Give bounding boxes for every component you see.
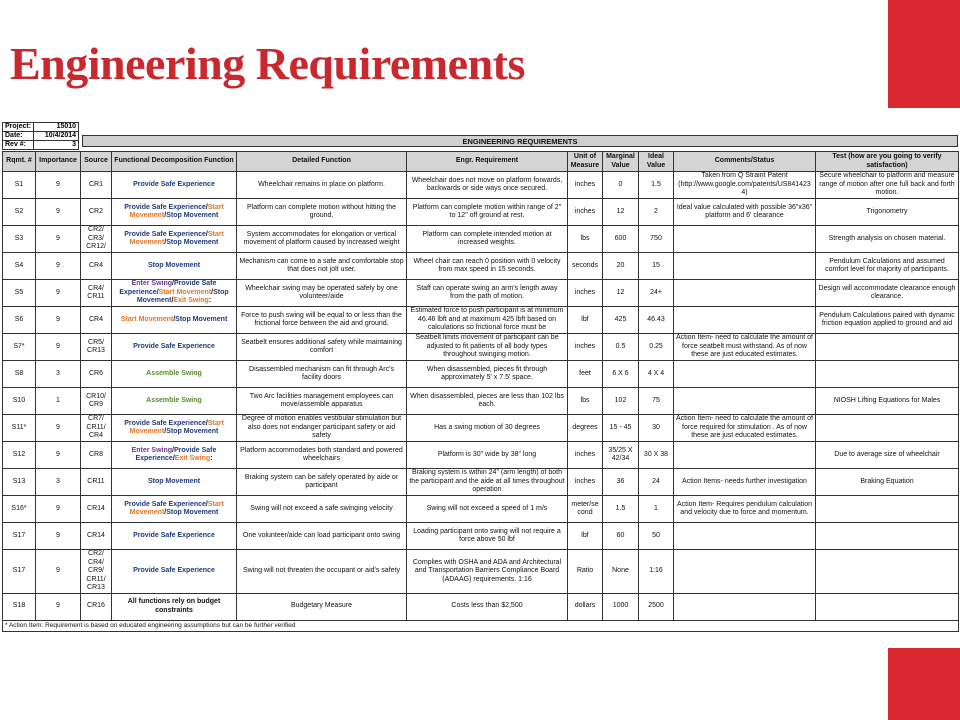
table-row [3, 361, 959, 388]
engr-requirement-cell: Estimated force to push participant is at minimum 46.46 lbft and at maximum 425 lbft based on calculations so frictional force must be [407, 307, 568, 334]
function-segment: / [172, 280, 174, 288]
engr-requirement-cell: Loading participant onto swing will not require a force above 50 lbf [407, 523, 568, 550]
function-cell [112, 226, 237, 253]
detailed-function-cell: System accommodates for elongation or vertical movement of platform caused by increased weight [237, 226, 407, 253]
function-segment: Assemble Swing [146, 369, 202, 377]
table-row [3, 469, 959, 496]
detailed-function-cell: Wheelchair swing may be operated safely by one volunteer/aide [237, 280, 407, 307]
comments-cell [674, 280, 816, 307]
marginal-value-cell: 12 [603, 280, 639, 307]
ideal-value-cell: 1.5 [639, 172, 674, 199]
meta-value: 15010 [34, 123, 79, 132]
function-segment: Provide Safe Experience [124, 419, 206, 427]
table-row [3, 334, 959, 361]
function-cell [112, 415, 237, 442]
source-cell: CR8 [81, 442, 112, 469]
function-segment: Start Movement [129, 203, 224, 219]
requirement-id: S16* [3, 496, 36, 523]
column-header: Ideal Value [639, 152, 674, 172]
detailed-function-cell: Two Arc facilities management employees can move/assemble apparatus [237, 388, 407, 415]
source-cell: CR4 [81, 253, 112, 280]
unit-cell: inches [568, 334, 603, 361]
table-row [3, 172, 959, 199]
engr-requirement-cell: When disassembled, pieces are less than 102 lbs each. [407, 388, 568, 415]
footnote: * Action Item: Requirement is based on educated engineering assumptions but can be further verified [3, 620, 959, 631]
detailed-function-cell: Swing will not threaten the occupant or aid's safety [237, 550, 407, 594]
requirement-id: S13 [3, 469, 36, 496]
table-row [3, 523, 959, 550]
source-cell: CR2/ CR4/ CR9/ CR11/ CR13 [81, 550, 112, 594]
source-cell: CR2/ CR3/ CR12/ [81, 226, 112, 253]
marginal-value-cell: 36 [603, 469, 639, 496]
importance-cell: 9 [36, 307, 81, 334]
requirement-id: S7* [3, 334, 36, 361]
function-cell [112, 469, 237, 496]
engr-requirement-cell: Braking system is within 24" (arm length) of both the participant and the aide at all times throughout operation [407, 469, 568, 496]
function-cell [112, 442, 237, 469]
engr-requirement-cell: Platform can complete motion within range of 2" to 12" off ground at rest. [407, 199, 568, 226]
function-segment: / [211, 288, 214, 296]
table-row [3, 280, 959, 307]
function-segment: / [172, 455, 175, 462]
footnote-row [3, 620, 959, 631]
table-row [3, 415, 959, 442]
source-cell: CR5/ CR13 [81, 334, 112, 361]
table-row [3, 307, 959, 334]
importance-cell: 9 [36, 523, 81, 550]
ideal-value-cell: 75 [639, 388, 674, 415]
detailed-function-cell: Disassembled mechanism can fit through Arc's facility doors [237, 361, 407, 388]
test-cell: Pendulum Calculations paired with dynamic friction equation applied to ground and aid [816, 307, 959, 334]
unit-cell: degrees [568, 415, 603, 442]
function-segment: Start Movement [120, 315, 174, 323]
marginal-value-cell: 1000 [603, 593, 639, 620]
unit-cell: inches [568, 199, 603, 226]
test-cell: Braking Equation [816, 469, 959, 496]
function-segment: : [210, 455, 213, 462]
source-cell: CR2 [81, 199, 112, 226]
unit-cell: Ratio [568, 550, 603, 594]
source-cell: CR6 [81, 361, 112, 388]
function-segment: Provide Safe Experience [133, 531, 215, 539]
function-segment: Stop Movement [166, 239, 219, 246]
function-cell [112, 523, 237, 550]
marginal-value-cell: 1.5 [603, 496, 639, 523]
unit-cell: seconds [568, 253, 603, 280]
unit-cell: feet [568, 361, 603, 388]
importance-cell: 9 [36, 253, 81, 280]
requirements-table [2, 151, 959, 632]
unit-cell: inches [568, 172, 603, 199]
source-cell: CR4 [81, 307, 112, 334]
importance-cell: 9 [36, 226, 81, 253]
importance-cell: 3 [36, 469, 81, 496]
function-segment: / [164, 428, 167, 435]
function-segment: / [205, 500, 208, 508]
accent-block-top [888, 0, 960, 108]
unit-cell: inches [568, 469, 603, 496]
table-row [3, 593, 959, 620]
table-row [3, 496, 959, 523]
requirement-id: S2 [3, 199, 36, 226]
detailed-function-cell: Swing will not exceed a safe swinging velocity [237, 496, 407, 523]
ideal-value-cell: 50 [639, 523, 674, 550]
function-segment: Enter Swing [131, 280, 173, 288]
source-cell: CR14 [81, 523, 112, 550]
function-segment: Assemble Swing [146, 396, 202, 404]
comments-cell [674, 253, 816, 280]
comments-cell [674, 388, 816, 415]
importance-cell: 9 [36, 199, 81, 226]
function-segment: Provide Safe Experience [124, 203, 206, 211]
function-cell [112, 307, 237, 334]
marginal-value-cell: 600 [603, 226, 639, 253]
comments-cell: Action Item- need to calculate the amount of force required for stimulation . As of now these are just educated estimates. [674, 415, 816, 442]
ideal-value-cell: 2500 [639, 593, 674, 620]
importance-cell: 9 [36, 172, 81, 199]
engr-requirement-cell: When disassembled, pieces fit through approximately 5' x 7.5' space. [407, 361, 568, 388]
table-row [3, 442, 959, 469]
marginal-value-cell: 102 [603, 388, 639, 415]
function-cell [112, 593, 237, 620]
marginal-value-cell: 15 - 45 [603, 415, 639, 442]
ideal-value-cell: 1:16 [639, 550, 674, 594]
ideal-value-cell: 46.43 [639, 307, 674, 334]
ideal-value-cell: 24+ [639, 280, 674, 307]
test-cell [816, 361, 959, 388]
importance-cell: 3 [36, 361, 81, 388]
test-cell [816, 523, 959, 550]
meta-strip [2, 122, 958, 151]
comments-cell [674, 226, 816, 253]
detailed-function-cell: Degree of motion enables vestibular stimulation but also does not endanger participant safety or aid safety [237, 415, 407, 442]
engr-requirement-cell: Platform is 30" wide by 38" long [407, 442, 568, 469]
comments-cell [674, 550, 816, 594]
function-segment: / [173, 315, 176, 323]
ideal-value-cell: 30 X 38 [639, 442, 674, 469]
function-cell [112, 550, 237, 594]
comments-cell: Action Items- needs further investigation [674, 469, 816, 496]
function-segment: Start Movement [129, 230, 224, 246]
sheet-title-banner: ENGINEERING REQUIREMENTS [82, 135, 958, 147]
function-segment: All functions rely on budget constraints [127, 598, 221, 614]
function-segment: / [205, 203, 208, 211]
column-header: Source [81, 152, 112, 172]
function-cell [112, 253, 237, 280]
test-cell: Design will accommodate clearance enough clearance. [816, 280, 959, 307]
engr-requirement-cell: Seatbelt limits movement of participant can be adjusted to fit patients of all body types throughout swinging motion. [407, 334, 568, 361]
requirement-id: S6 [3, 307, 36, 334]
ideal-value-cell: 750 [639, 226, 674, 253]
importance-cell: 9 [36, 280, 81, 307]
marginal-value-cell: 12 [603, 199, 639, 226]
requirement-id: S10 [3, 388, 36, 415]
test-cell: Strength analysis on chosen material. [816, 226, 959, 253]
source-cell: CR11 [81, 469, 112, 496]
source-cell: CR4/ CR11 [81, 280, 112, 307]
unit-cell: dollars [568, 593, 603, 620]
test-cell [816, 415, 959, 442]
meta-label: Date: [3, 132, 34, 141]
function-segment: / [164, 212, 167, 219]
function-cell [112, 199, 237, 226]
meta-row [3, 141, 79, 150]
test-cell: Secure wheelchair to platform and measure range of motion after one full back and forth motion. [816, 172, 959, 199]
comments-cell: Action Item- need to calculate the amount of force seatbelt must withstand. As of now these are just educated estimates. [674, 334, 816, 361]
function-segment: / [172, 446, 174, 454]
source-cell: CR16 [81, 593, 112, 620]
column-header: Importance [36, 152, 81, 172]
function-segment: Provide Safe Experience [124, 230, 206, 238]
ideal-value-cell: 0.25 [639, 334, 674, 361]
column-header: Detailed Function [237, 152, 407, 172]
comments-cell [674, 442, 816, 469]
requirement-id: S12 [3, 442, 36, 469]
function-cell [112, 172, 237, 199]
detailed-function-cell: Wheelchair remains in place on platform. [237, 172, 407, 199]
function-segment: Start Movement [158, 288, 212, 296]
test-cell: Trigonometry [816, 199, 959, 226]
comments-cell: Taken from Q Straint Patent (http://www.google.com/patents/US841423 4) [674, 172, 816, 199]
detailed-function-cell: Force to push swing will be equal to or less than the frictional force between the aid and ground. [237, 307, 407, 334]
ideal-value-cell: 1 [639, 496, 674, 523]
test-cell [816, 593, 959, 620]
marginal-value-cell: 60 [603, 523, 639, 550]
meta-label: Rev #: [3, 141, 34, 150]
function-segment: Provide Safe Experience [133, 342, 215, 350]
function-segment: Exit Swing [173, 297, 209, 305]
source-cell: CR14 [81, 496, 112, 523]
detailed-function-cell: Platform accommodates both standard and powered wheelchairs [237, 442, 407, 469]
marginal-value-cell: None [603, 550, 639, 594]
test-cell: Due to average size of wheelchair [816, 442, 959, 469]
marginal-value-cell: 425 [603, 307, 639, 334]
engr-requirement-cell: Complies with OSHA and ADA and Architectural and Transportation Barriers Compliance Board (ADAAG) requirements. 1:16 [407, 550, 568, 594]
requirement-id: S18 [3, 593, 36, 620]
requirement-id: S8 [3, 361, 36, 388]
function-segment: Stop Movement [166, 212, 219, 219]
engr-requirement-cell: Platform can complete intended motion at increased weights. [407, 226, 568, 253]
function-segment: Stop Movement [166, 509, 219, 516]
function-segment: Stop Movement [147, 477, 201, 485]
function-segment: Stop Movement [175, 315, 228, 323]
table-row [3, 226, 959, 253]
project-meta-table [2, 122, 79, 150]
engr-requirement-cell: Has a swing motion of 30 degrees [407, 415, 568, 442]
function-cell [112, 334, 237, 361]
slide-title: Engineering Requirements [10, 38, 525, 89]
marginal-value-cell: 20 [603, 253, 639, 280]
test-cell: Pendulum Calculations and assumed comfort level for majority of participants. [816, 253, 959, 280]
function-cell [112, 361, 237, 388]
source-cell: CR1 [81, 172, 112, 199]
column-header: Engr. Requirement [407, 152, 568, 172]
marginal-value-cell: 35/25 X 42/34 [603, 442, 639, 469]
meta-row [3, 123, 79, 132]
function-segment: / [171, 297, 174, 305]
meta-value: 3 [34, 141, 79, 150]
function-segment: / [156, 288, 159, 296]
marginal-value-cell: 6 X 6 [603, 361, 639, 388]
function-segment: : [208, 297, 212, 305]
function-segment: Provide Safe Experience [133, 567, 215, 574]
detailed-function-cell: Platform can complete motion without hitting the ground. [237, 199, 407, 226]
engr-requirement-cell: Swing will not exceed a speed of 1 m/s [407, 496, 568, 523]
function-segment: Stop Movement [147, 261, 201, 269]
ideal-value-cell: 2 [639, 199, 674, 226]
table-row [3, 388, 959, 415]
function-cell [112, 388, 237, 415]
unit-cell: lbf [568, 307, 603, 334]
table-row [3, 550, 959, 594]
ideal-value-cell: 30 [639, 415, 674, 442]
column-header: Unit of Measure [568, 152, 603, 172]
unit-cell: lbs [568, 226, 603, 253]
test-cell: NIOSH Lifting Equations for Males [816, 388, 959, 415]
comments-cell [674, 307, 816, 334]
engr-requirement-cell: Staff can operate swing an arm's length away from the path of motion. [407, 280, 568, 307]
table-row [3, 199, 959, 226]
requirement-id: S5 [3, 280, 36, 307]
column-header: Marginal Value [603, 152, 639, 172]
function-segment: Enter Swing [131, 446, 173, 454]
marginal-value-cell: 0 [603, 172, 639, 199]
requirement-id: S4 [3, 253, 36, 280]
importance-cell: 9 [36, 496, 81, 523]
test-cell [816, 550, 959, 594]
header-row [3, 152, 959, 172]
detailed-function-cell: Budgetary Measure [237, 593, 407, 620]
source-cell: CR7/ CR11/ CR4 [81, 415, 112, 442]
unit-cell: lbs [568, 388, 603, 415]
requirement-id: S11* [3, 415, 36, 442]
function-segment: Start Movement [129, 500, 224, 516]
meta-row [3, 132, 79, 141]
importance-cell: 1 [36, 388, 81, 415]
importance-cell: 9 [36, 442, 81, 469]
detailed-function-cell: Braking system can be safely operated by aide or participant [237, 469, 407, 496]
comments-cell [674, 593, 816, 620]
requirement-id: S17 [3, 550, 36, 594]
function-segment: Stop Movement [166, 428, 219, 435]
importance-cell: 9 [36, 593, 81, 620]
importance-cell: 9 [36, 415, 81, 442]
accent-block-bottom [888, 648, 960, 720]
function-segment: Provide Safe Experience [135, 446, 217, 462]
function-segment: / [164, 239, 167, 246]
meta-label: Project: [3, 123, 34, 132]
test-cell [816, 496, 959, 523]
unit-cell: lbf [568, 523, 603, 550]
meta-value: 10/4/2014 [34, 132, 79, 141]
function-cell [112, 280, 237, 307]
engr-requirement-cell: Costs less than $2,500 [407, 593, 568, 620]
function-segment: / [205, 419, 208, 427]
column-header: Functional Decomposition Function [112, 152, 237, 172]
comments-cell: Ideal value calculated with possible 36"x36" platform and 6' clearance [674, 199, 816, 226]
source-cell: CR10/ CR9 [81, 388, 112, 415]
function-segment: / [205, 230, 208, 238]
importance-cell: 9 [36, 550, 81, 594]
function-segment: Stop Movement [136, 288, 229, 305]
function-segment: Provide Safe Experience [119, 280, 217, 296]
ideal-value-cell: 24 [639, 469, 674, 496]
requirement-id: S3 [3, 226, 36, 253]
ideal-value-cell: 15 [639, 253, 674, 280]
unit-cell: meter/se cond [568, 496, 603, 523]
detailed-function-cell: Seatbelt ensures additional safety while maintaining comfort [237, 334, 407, 361]
column-header: Rqmt. # [3, 152, 36, 172]
comments-cell [674, 523, 816, 550]
function-segment: / [164, 509, 167, 516]
detailed-function-cell: Mechanism can come to a safe and comfortable stop that does not jolt user. [237, 253, 407, 280]
unit-cell: inches [568, 280, 603, 307]
column-header: Comments/Status [674, 152, 816, 172]
engr-requirement-cell: Wheelchair does not move on platform forwards, backwards or side ways once secured. [407, 172, 568, 199]
function-segment: Provide Safe Experience [124, 500, 206, 508]
function-segment: Exit Swing [174, 455, 211, 462]
function-segment: Start Movement [129, 419, 224, 435]
comments-cell: Action Item- Requires pendulum calculation and velocity due to force and momentum. [674, 496, 816, 523]
engr-requirement-cell: Wheel chair can reach 0 position with 0 velocity from max speed in 15 seconds. [407, 253, 568, 280]
comments-cell [674, 361, 816, 388]
function-cell [112, 496, 237, 523]
function-segment: Provide Safe Experience [133, 180, 215, 188]
requirement-id: S17 [3, 523, 36, 550]
detailed-function-cell: One volunteer/aide can load participant onto swing [237, 523, 407, 550]
marginal-value-cell: 0.5 [603, 334, 639, 361]
test-cell [816, 334, 959, 361]
importance-cell: 9 [36, 334, 81, 361]
table-row [3, 253, 959, 280]
ideal-value-cell: 4 X 4 [639, 361, 674, 388]
requirement-id: S1 [3, 172, 36, 199]
column-header: Test (how are you going to verify satisfaction) [816, 152, 959, 172]
requirements-sheet [2, 122, 958, 632]
unit-cell: inches [568, 442, 603, 469]
